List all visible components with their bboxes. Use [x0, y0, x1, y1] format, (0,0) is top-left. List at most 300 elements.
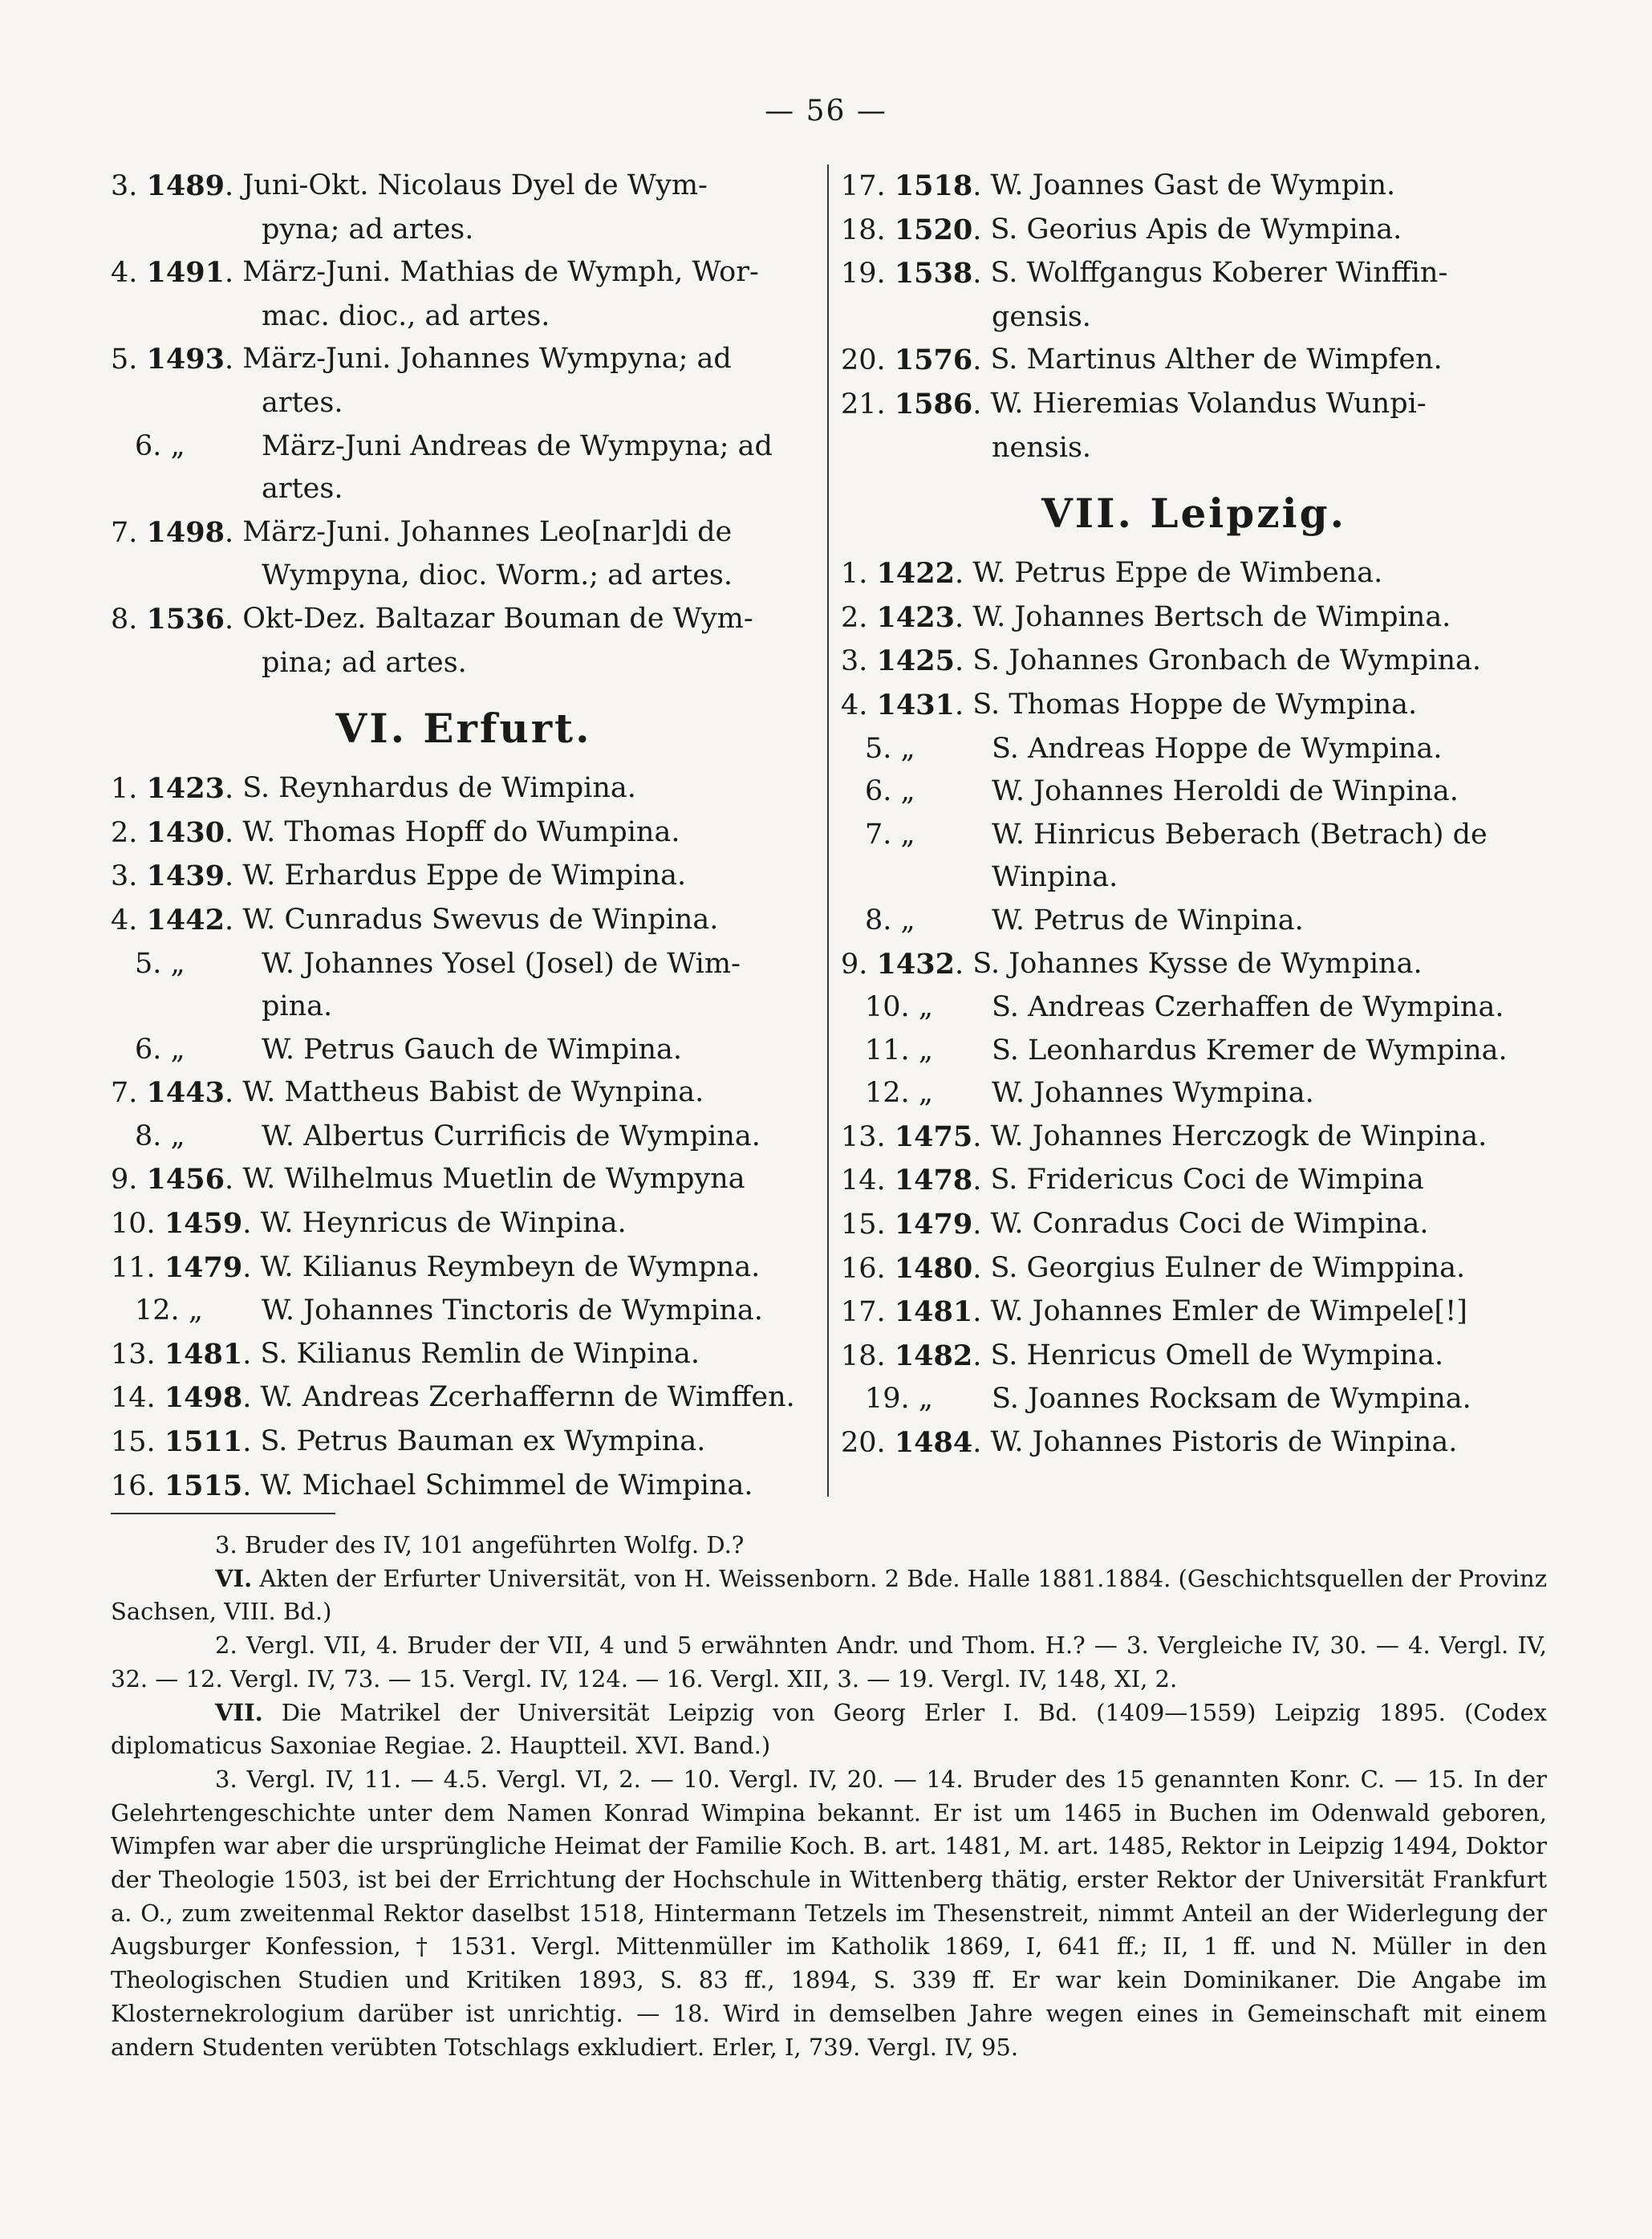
entry-index: 5.: [135, 947, 162, 980]
entry-year: 1576: [894, 343, 973, 377]
entry-number: 20. 1576.: [841, 343, 991, 377]
entry-first-line: [841, 770, 1547, 814]
footnote-text: 2. Vergl. VII, 4. Bruder der VII, 4 und 5 erwähnten Andr. und Thom. H.? — 3. Vergleiche IV, 30. — 4. Vergl. IV, 32. — 12. Vergl. IV, 73. — 15. Vergl. IV, 124. — 16. Vergl. XII, 3. — 19. Vergl. IV, 148, XI, 2.: [111, 1632, 1547, 1692]
entry-number: 15. 1511.: [111, 1425, 261, 1459]
entry-index: 6.: [135, 429, 162, 462]
list-item: [111, 1465, 817, 1509]
entry-index: 4.: [841, 689, 868, 721]
entry-text: S. Fridericus Coci de Wimpina: [990, 1164, 1424, 1197]
entry-number: 9. 1432.: [841, 947, 973, 981]
entry-index: 19.: [865, 1383, 910, 1416]
entry-year: 1520: [894, 213, 973, 246]
entry-index: 5.: [865, 732, 892, 765]
entry-text: März-Juni Andreas de Wympyna; ad: [262, 429, 773, 462]
list-item: [841, 209, 1547, 253]
entry-text: März-Juni. Johannes Leo[nar]di de: [242, 515, 733, 548]
entry-year: 1456: [146, 1163, 225, 1197]
entry-first-line: [841, 165, 1547, 209]
list-item: [841, 1335, 1547, 1379]
entry-index: 16.: [111, 1469, 156, 1502]
entry-text: Okt-Dez. Baltazar Bouman de Wym-: [242, 602, 753, 635]
entry-year: „: [170, 1120, 185, 1152]
entry-number: [111, 425, 262, 469]
entry-year: 1511: [164, 1425, 243, 1459]
entry-index: 1.: [841, 558, 868, 591]
entry-continuation: pina.: [262, 990, 333, 1023]
entry-number: 1. 1423.: [111, 772, 243, 806]
entry-number: 18. 1482.: [841, 1339, 991, 1372]
list-item: [841, 339, 1547, 383]
entry-year: 1491: [146, 256, 225, 290]
entry-first-line: [111, 1158, 817, 1202]
entry-year: 1479: [894, 1208, 973, 1241]
entry-year: „: [918, 1034, 933, 1067]
entry-number: 1. 1422.: [841, 557, 973, 591]
entry-text: W. Conradus Coci de Wimpina.: [990, 1208, 1429, 1241]
footnote-paragraph: [111, 1529, 1547, 1562]
entry-first-line: [111, 598, 817, 642]
entry-first-line: [111, 1465, 817, 1509]
list-item: [841, 640, 1547, 684]
entry-first-line: [841, 986, 1547, 1030]
list-item: [111, 338, 817, 425]
list-item: [841, 165, 1547, 209]
entry-first-line: [111, 1115, 817, 1159]
entry-index: 10.: [865, 991, 910, 1024]
entry-index: 2.: [841, 601, 868, 634]
entry-first-line: [111, 165, 817, 209]
entry-number: [841, 1072, 992, 1115]
list-item: [841, 1159, 1547, 1203]
entry-first-line: [111, 511, 817, 555]
entry-year: „: [900, 904, 915, 937]
entry-year: 1480: [894, 1251, 973, 1285]
entry-year: 1443: [146, 1076, 225, 1110]
entry-number: [841, 1378, 992, 1421]
entry-index: 6.: [865, 775, 892, 808]
footnote-paragraph: [111, 1763, 1547, 2064]
entry-number: 5. 1493.: [111, 343, 243, 376]
list-item: [841, 814, 1547, 900]
list-item: [841, 1290, 1547, 1335]
entry-number: 9. 1456.: [111, 1163, 243, 1197]
list-item: [111, 1158, 817, 1202]
entry-index: 17.: [841, 170, 886, 202]
entry-text: W. Kilianus Reymbeyn de Wympna.: [260, 1250, 761, 1283]
entry-index: 21.: [841, 388, 886, 421]
entry-text: S. Johannes Gronbach de Wympina.: [972, 644, 1481, 677]
entry-year: 1586: [894, 387, 973, 421]
entry-year: „: [188, 1294, 203, 1327]
entry-year: 1518: [894, 169, 973, 202]
entry-first-line: [841, 1203, 1547, 1247]
entry-year: 1489: [146, 169, 225, 202]
entry-year: 1459: [164, 1207, 243, 1241]
entry-index: 18.: [841, 213, 886, 246]
entry-text: W. Hieremias Volandus Wunpi-: [990, 387, 1427, 420]
entry-index: 3.: [111, 860, 138, 893]
entry-text: W. Albertus Currificis de Wympina.: [262, 1120, 761, 1152]
entry-index: 13.: [841, 1120, 886, 1153]
footnote-paragraph: [111, 1629, 1547, 1696]
page-number: — 56 —: [765, 95, 887, 128]
list-item: [111, 251, 817, 338]
list-item: [841, 252, 1547, 339]
entry-number: 13. 1475.: [841, 1120, 991, 1153]
entry-index: 4.: [111, 904, 138, 937]
entry-continuation: artes.: [262, 473, 343, 506]
entry-first-line: [841, 1159, 1547, 1203]
entry-index: 3.: [841, 645, 868, 678]
entry-text: W. Johannes Pistoris de Winpina.: [990, 1426, 1458, 1459]
entry-number: 14. 1478.: [841, 1164, 991, 1197]
section-heading-leipzig: VII. Leipzig.: [1041, 490, 1347, 538]
entry-index: 12.: [865, 1077, 910, 1110]
leipzig-entries: [841, 552, 1547, 1465]
entry-text: W. Cunradus Swevus de Winpina.: [242, 903, 719, 936]
footnote-section-marker: VI.: [215, 1564, 253, 1592]
entry-year: „: [900, 775, 915, 808]
entry-first-line: [111, 1420, 817, 1465]
entry-first-line: [841, 383, 1547, 427]
entry-first-line: [841, 640, 1547, 684]
entry-number: 19. 1538.: [841, 257, 991, 291]
list-item: [841, 728, 1547, 771]
entry-first-line: [841, 252, 1547, 296]
footnote-text: 3. Bruder des IV, 101 angeführten Wolfg. D.?: [215, 1531, 745, 1558]
entry-number: 16. 1515.: [111, 1469, 261, 1502]
entry-number: 7. 1498.: [111, 515, 243, 549]
entry-number: 11. 1479.: [111, 1250, 261, 1284]
entry-number: 14. 1498.: [111, 1381, 261, 1415]
entry-text: W. Petrus de Winpina.: [992, 904, 1304, 937]
entry-year: 1498: [164, 1381, 243, 1415]
entry-year: „: [918, 991, 933, 1024]
list-item: [841, 1072, 1547, 1115]
entry-continuation: gensis.: [992, 300, 1091, 333]
entry-first-line: [841, 1247, 1547, 1291]
list-item: [111, 1246, 817, 1290]
section-heading-erfurt: VI. Erfurt.: [335, 705, 592, 753]
entry-index: 4.: [111, 257, 138, 290]
entry-number: 8. 1536.: [111, 602, 243, 636]
entry-year: 1423: [146, 772, 225, 806]
entry-number: 17. 1481.: [841, 1295, 991, 1329]
entry-number: [111, 1115, 262, 1159]
footnotes: [111, 1529, 1547, 2064]
column-divider: [827, 165, 829, 1497]
entry-first-line: [841, 339, 1547, 383]
erfurt-entries: [111, 767, 817, 1508]
entry-text: S. Wolffgangus Koberer Winffin-: [990, 257, 1448, 290]
entry-first-line: [841, 1335, 1547, 1379]
entry-number: [841, 814, 992, 857]
entry-year: 1536: [146, 602, 225, 636]
list-item: [111, 1333, 817, 1377]
entry-number: 15. 1479.: [841, 1208, 991, 1241]
entry-index: 11.: [111, 1251, 156, 1284]
entry-index: 3.: [111, 170, 138, 202]
entry-text: W. Johannes Emler de Wimpele[!]: [990, 1295, 1467, 1328]
entry-index: 12.: [135, 1294, 180, 1327]
entry-number: 16. 1480.: [841, 1251, 991, 1285]
entry-index: 15.: [841, 1209, 886, 1241]
entry-index: 14.: [841, 1164, 886, 1197]
entry-year: „: [170, 429, 185, 462]
footnote-rule: [111, 1513, 335, 1514]
entry-text: W. Johannes Wympina.: [992, 1077, 1314, 1110]
entry-number: 10. 1459.: [111, 1207, 261, 1241]
entry-number: [111, 1290, 262, 1333]
list-item: [841, 1115, 1547, 1160]
entry-text: S. Kilianus Remlin de Winpina.: [260, 1337, 700, 1370]
entry-first-line: [841, 596, 1547, 640]
list-item: [841, 1247, 1547, 1291]
entry-year: „: [918, 1383, 933, 1416]
footnote-text: Akten der Erfurter Universität, von H. Weissenborn. 2 Bde. Halle 1881.1884. (Geschichtsquellen der Provinz Sachsen, VIII. Bd.): [111, 1564, 1547, 1626]
entry-text: S. Johannes Kysse de Wympina.: [972, 947, 1423, 980]
entry-text: W. Johannes Bertsch de Wimpina.: [972, 600, 1451, 633]
entry-text: W. Petrus Eppe de Wimbena.: [972, 557, 1383, 590]
entry-first-line: [111, 251, 817, 295]
entry-text: W. Thomas Hopff do Wumpina.: [242, 815, 680, 848]
entry-index: 17.: [841, 1296, 886, 1329]
list-item: [111, 165, 817, 251]
entry-text: W. Johannes Tinctoris de Wympina.: [262, 1294, 763, 1327]
entry-number: 13. 1481.: [111, 1337, 261, 1371]
entry-text: W. Johannes Yosel (Josel) de Wim-: [262, 947, 741, 980]
entry-first-line: [111, 338, 817, 382]
entry-year: 1475: [894, 1120, 973, 1153]
entry-year: 1439: [146, 859, 225, 893]
right-column: [841, 165, 1547, 1465]
entry-first-line: [841, 1378, 1547, 1421]
entry-continuation: mac. dioc., ad artes.: [262, 299, 550, 332]
list-item: [841, 1203, 1547, 1247]
list-item: [111, 943, 817, 1029]
left-top-entries: [111, 165, 817, 685]
entry-year: „: [918, 1077, 933, 1110]
entry-first-line: [841, 1030, 1547, 1073]
entry-text: S. Andreas Hoppe de Wympina.: [992, 732, 1443, 765]
entry-text: S. Andreas Czerhaffen de Wympina.: [992, 991, 1504, 1024]
entry-first-line: [841, 209, 1547, 253]
entry-first-line: [111, 943, 817, 986]
entry-text: W. Hinricus Beberach (Betrach) de: [992, 818, 1488, 851]
footnote-text: Die Matrikel der Universität Leipzig von Georg Erler I. Bd. (1409—1559) Leipzig 1895. (Codex diplomaticus Saxoniae Regiae. 2. Hauptteil. XVI. Band.): [111, 1698, 1547, 1760]
entry-first-line: [111, 1029, 817, 1072]
entry-year: „: [170, 947, 185, 980]
entry-index: 1.: [111, 773, 138, 806]
entry-number: 7. 1443.: [111, 1076, 243, 1110]
entry-year: 1538: [894, 257, 973, 291]
entry-year: 1479: [164, 1250, 243, 1284]
entry-first-line: [841, 943, 1547, 987]
entry-year: 1442: [146, 903, 225, 937]
list-item: [841, 1030, 1547, 1073]
entry-index: 18.: [841, 1339, 886, 1372]
entry-first-line: [841, 728, 1547, 771]
entry-text: S. Joannes Rocksam de Wympina.: [992, 1383, 1471, 1416]
entry-index: 20.: [841, 1427, 886, 1460]
entry-continuation: pina; ad artes.: [262, 646, 467, 679]
right-top-entries: [841, 165, 1547, 469]
entry-index: 8.: [135, 1120, 162, 1152]
footnote-text: 3. Vergl. IV, 11. — 4.5. Vergl. VI, 2. — 10. Vergl. IV, 20. — 14. Bruder des 15 genannten Konr. C. — 15. In der Gelehrtengeschichte unter dem Namen Konrad Wimpina bekannt. Er ist um 1465 in Buchen im Odenwald geboren, Wimpfen war aber die ursprüngliche Heimat der Familie Koch. B. art. 1481, M. art. 1485, Rektor in Leipzig 1494, Doktor der Theologie 1503, ist bei der Errichtung der Hochschule in Wittenberg thätig, erster Rektor der Universität Frankfurt a. O., zum zweitenmal Rektor daselbst 1518, Hintermann Tetzels im Thesenstreit, nimmt Anteil an der Widerlegung der Augsburger Konfession, † 1531. Vergl. Mittenmüller im Katholik 1869, I, 641 ff.; II, 1 ff. und N. Müller in den Theologischen Studien und Kritiken 1893, S. 83 ff., 1894, S. 339 ff. Er war kein Dominikaner. Die Angabe im Klosternekrologium darüber ist unrichtig. — 18. Wird in demselben Jahre wegen eines in Gemeinschaft mit einem andern Studenten verübten Totschlags exkludiert. Erler, I, 739. Vergl. IV, 95.: [111, 1765, 1547, 2061]
entry-index: 8.: [865, 904, 892, 937]
list-item: [111, 767, 817, 811]
entry-first-line: [841, 684, 1547, 728]
entry-index: 9.: [841, 948, 868, 981]
entry-continuation: artes.: [262, 386, 343, 419]
left-column: [111, 165, 817, 1508]
entry-number: [841, 1030, 992, 1073]
entry-continuation: nensis.: [992, 431, 1092, 464]
entry-year: 1498: [146, 515, 225, 549]
entry-first-line: [841, 1115, 1547, 1160]
entry-text: W. Johannes Herczogk de Winpina.: [990, 1120, 1488, 1152]
entry-index: 7.: [111, 516, 138, 549]
entry-first-line: [111, 1246, 817, 1290]
entry-number: 2. 1430.: [111, 815, 243, 849]
entry-number: 3. 1489.: [111, 169, 243, 202]
list-item: [111, 1029, 817, 1072]
entry-number: 4. 1491.: [111, 256, 243, 290]
entry-text: S. Reynhardus de Wimpina.: [242, 772, 636, 805]
list-item: [111, 1420, 817, 1465]
list-item: [841, 552, 1547, 596]
list-item: [111, 425, 817, 511]
list-item: [841, 943, 1547, 987]
entry-first-line: [111, 811, 817, 855]
entry-year: 1423: [876, 600, 955, 634]
footnote-section-marker: VII.: [215, 1698, 263, 1726]
entry-first-line: [841, 1421, 1547, 1465]
entry-text: S. Georius Apis de Wympina.: [990, 213, 1402, 246]
entry-year: 1425: [876, 644, 955, 678]
list-item: [841, 684, 1547, 728]
entry-number: 21. 1586.: [841, 387, 991, 421]
entry-index: 15.: [111, 1426, 156, 1459]
list-item: [111, 1115, 817, 1159]
entry-text: März-Juni. Mathias de Wymph, Wor-: [242, 256, 759, 289]
entry-first-line: [111, 855, 817, 899]
entry-index: 2.: [111, 816, 138, 849]
list-item: [111, 1202, 817, 1246]
entry-year: 1431: [876, 688, 955, 721]
entry-first-line: [111, 1290, 817, 1333]
list-item: [111, 1376, 817, 1420]
entry-continuation: Wympyna, dioc. Worm.; ad artes.: [262, 559, 733, 592]
list-item: [111, 598, 817, 685]
entry-year: 1484: [894, 1426, 973, 1460]
entry-year: 1481: [164, 1337, 243, 1371]
entry-index: 8.: [111, 603, 138, 636]
entry-year: 1482: [894, 1339, 973, 1372]
entry-number: [111, 1029, 262, 1072]
entry-first-line: [111, 767, 817, 811]
entry-number: [841, 728, 992, 771]
entry-text: W. Wilhelmus Muetlin de Wympyna: [242, 1163, 745, 1196]
entry-number: 20. 1484.: [841, 1426, 991, 1460]
footnote-paragraph: [111, 1562, 1547, 1629]
entry-text: S. Thomas Hoppe de Wympina.: [972, 688, 1418, 721]
entry-index: 16.: [841, 1252, 886, 1285]
entry-text: S. Henricus Omell de Wympina.: [990, 1339, 1444, 1371]
list-item: [111, 811, 817, 855]
list-item: [841, 1378, 1547, 1421]
entry-number: 3. 1425.: [841, 644, 973, 678]
entry-index: 11.: [865, 1034, 910, 1067]
entry-number: 4. 1442.: [111, 903, 243, 937]
entry-text: W. Johannes Heroldi de Winpina.: [992, 775, 1459, 808]
entry-year: „: [170, 1033, 185, 1066]
entry-year: 1478: [894, 1164, 973, 1197]
entry-text: W. Andreas Zcerhaffernn de Wimffen.: [260, 1381, 795, 1414]
entry-number: 18. 1520.: [841, 213, 991, 246]
entry-text: W. Petrus Gauch de Wimpina.: [262, 1033, 682, 1066]
entry-text: W. Heynricus de Winpina.: [260, 1207, 627, 1240]
list-item: [841, 1421, 1547, 1465]
entry-first-line: [111, 899, 817, 943]
entry-year: 1422: [876, 557, 955, 591]
footnote-paragraph: [111, 1697, 1547, 1763]
entry-index: 14.: [111, 1382, 156, 1415]
entry-text: Juni-Okt. Nicolaus Dyel de Wym-: [242, 169, 708, 201]
list-item: [111, 1071, 817, 1115]
entry-year: 1493: [146, 343, 225, 376]
list-item: [841, 900, 1547, 943]
entry-year: 1432: [876, 947, 955, 981]
entry-index: 5.: [111, 343, 138, 376]
list-item: [841, 986, 1547, 1030]
entry-text: W. Erhardus Eppe de Wimpina.: [242, 859, 687, 892]
list-item: [111, 511, 817, 598]
entry-continuation: pyna; ad artes.: [262, 213, 474, 246]
entry-index: 7.: [865, 818, 892, 851]
list-item: [111, 1290, 817, 1333]
entry-index: 19.: [841, 258, 886, 291]
entry-first-line: [111, 425, 817, 469]
list-item: [111, 899, 817, 943]
entry-text: S. Martinus Alther de Wimpfen.: [990, 343, 1443, 376]
entry-first-line: [111, 1071, 817, 1115]
entry-text: S. Leonhardus Kremer de Wympina.: [992, 1034, 1508, 1067]
entry-number: 4. 1431.: [841, 688, 973, 721]
entry-number: [841, 986, 992, 1030]
entry-year: „: [900, 732, 915, 765]
list-item: [841, 770, 1547, 814]
entry-first-line: [841, 1072, 1547, 1115]
entry-year: 1430: [146, 815, 225, 849]
entry-first-line: [111, 1202, 817, 1246]
entry-index: 13.: [111, 1338, 156, 1371]
entry-number: [841, 770, 992, 814]
entry-continuation: Winpina.: [992, 861, 1118, 894]
entry-number: 3. 1439.: [111, 859, 243, 893]
entry-index: 7.: [111, 1077, 138, 1110]
entry-first-line: [841, 552, 1547, 596]
entry-index: 9.: [111, 1164, 138, 1197]
entry-first-line: [841, 1290, 1547, 1335]
entry-number: [841, 900, 992, 943]
entry-year: 1515: [164, 1469, 243, 1502]
entry-number: 17. 1518.: [841, 169, 991, 202]
entry-number: 2. 1423.: [841, 600, 973, 634]
entry-index: 10.: [111, 1208, 156, 1241]
entry-first-line: [111, 1333, 817, 1377]
entry-first-line: [111, 1376, 817, 1420]
